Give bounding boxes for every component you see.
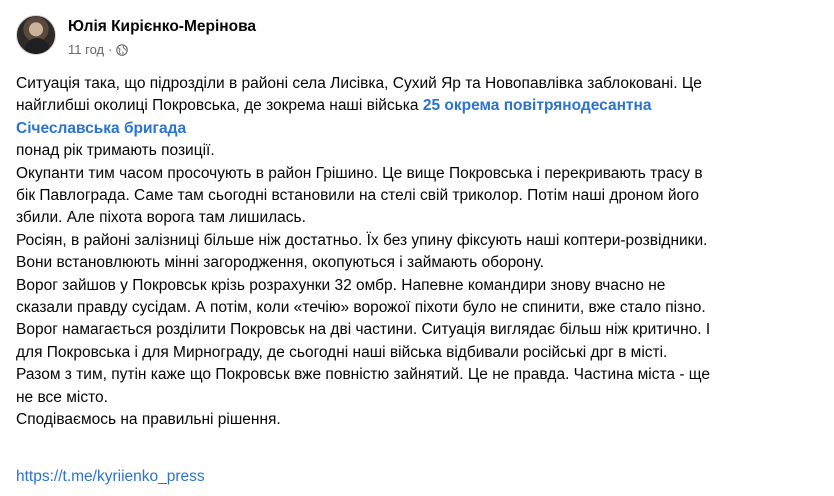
author-name[interactable]: Юлія Кирієнко-Мерінова xyxy=(68,18,257,35)
page-tag-link[interactable]: 25 окрема повітрянодесантна xyxy=(422,97,652,115)
text-line: Разом з тим, путін каже що Покровськ вже повністю зайнятий. Це не правда. Частина міста - ще xyxy=(16,366,710,384)
telegram-link[interactable]: https://t.me/kyriienko_press xyxy=(16,468,205,485)
text-segment: найглибші околиці Покровська, де зокрема наші війська xyxy=(16,97,419,115)
text-line: Ворог зайшов у Покровськ крізь розрахунки 32 омбр. Напевне командири знову вчасно не xyxy=(16,276,666,294)
text-line: Ситуація така, що підрозділи в районі села Лисівка, Сухий Яр та Новопавлівка заблоковані. Це xyxy=(16,75,702,92)
text-line: Ворог намагається розділити Покровськ на дві частини. Ситуація виглядає більш ніж критично. І xyxy=(16,321,711,339)
text-line: Росіян, в районі залізниці більше ніж достатньо. Їх без упину фіксують наші коптери-розвідники. xyxy=(16,231,708,249)
post-meta xyxy=(68,11,256,57)
text-line: для Покровська і для Мирнограду, де сьогодні наші війська відбивали російські дрг в місті. xyxy=(16,343,668,361)
post-time[interactable]: 11 год xyxy=(68,42,105,57)
post-header xyxy=(16,11,256,63)
text-line: Окупанти тим часом просочують в район Грішино. Це вище Покровська і перекривають трасу в xyxy=(16,164,703,182)
post-subline xyxy=(68,42,256,57)
text-line: бік Павлограда. Саме там сьогодні встановили на стелі свій триколор. Потім наші дроном його xyxy=(16,187,700,205)
text-line xyxy=(16,95,816,117)
globe-icon[interactable] xyxy=(116,44,128,56)
text-line: збили. Але піхота ворога там лишилась. xyxy=(16,209,306,227)
text-line: сказали правду сусідам. А потім, коли «течію» ворожої піхоти було не спинити, вже стало пізно. xyxy=(16,299,706,317)
text-line: понад рік тримають позиції. xyxy=(16,142,215,160)
post-body xyxy=(16,73,816,432)
text-line xyxy=(16,118,816,140)
text-line: не все місто. xyxy=(16,388,108,406)
text-line: Вони встановлюють мінні загородження, окопуються і займають оборону. xyxy=(16,254,544,272)
separator-dot: · xyxy=(108,42,113,57)
text-line: Сподіваємось на правильні рішення. xyxy=(16,411,281,429)
page-tag-link[interactable]: Січеславська бригада xyxy=(16,119,187,137)
author-avatar[interactable] xyxy=(16,15,56,55)
